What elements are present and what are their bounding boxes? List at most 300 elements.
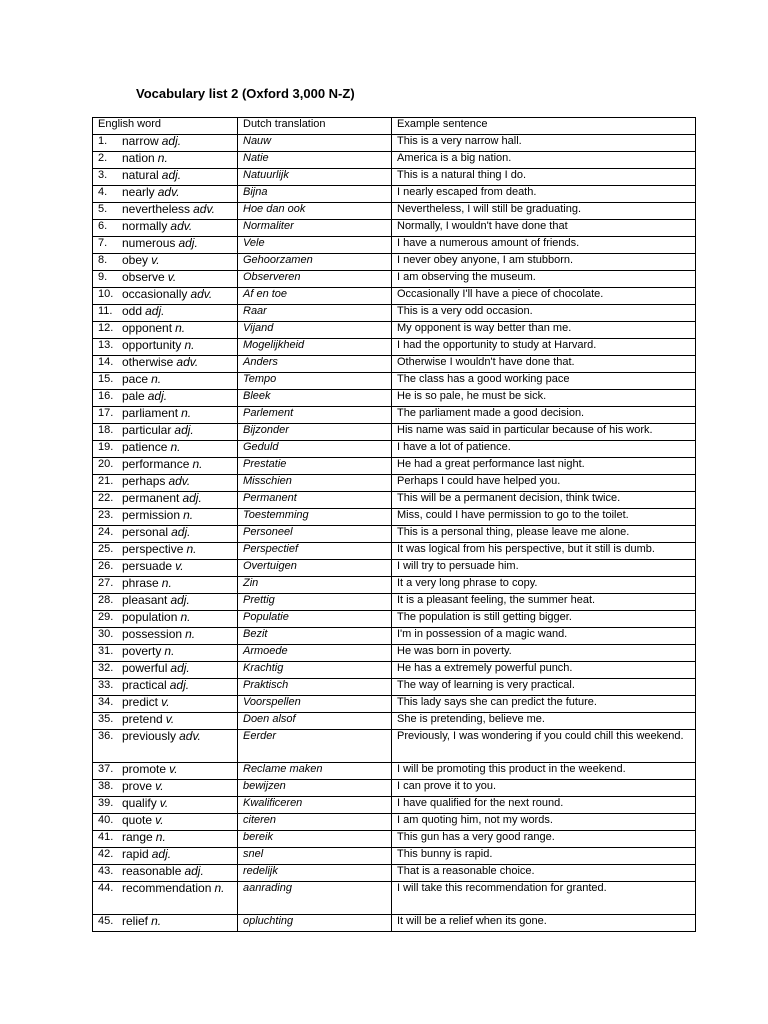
dutch-translation: Gehoorzamen xyxy=(238,254,392,271)
table-row xyxy=(93,797,696,814)
dutch-translation: Overtuigen xyxy=(238,560,392,577)
table-row xyxy=(93,662,696,679)
english-word: previously xyxy=(122,729,177,743)
example-sentence: I will try to persuade him. xyxy=(392,560,696,577)
example-sentence: Normally, I wouldn't have done that xyxy=(392,220,696,237)
example-sentence: He has a extremely powerful punch. xyxy=(392,662,696,679)
example-sentence: Occasionally I'll have a piece of chocolate. xyxy=(392,288,696,305)
part-of-speech: v. xyxy=(161,695,170,709)
dutch-translation: Mogelijkheid xyxy=(238,339,392,356)
english-word: nevertheless xyxy=(122,202,191,216)
dutch-translation: Prettig xyxy=(238,594,392,611)
part-of-speech: v. xyxy=(175,559,184,573)
english-word: qualify xyxy=(122,796,157,810)
table-row xyxy=(93,526,696,543)
english-word: pretend xyxy=(122,712,163,726)
row-number: 12. xyxy=(98,322,114,334)
english-word-cell xyxy=(93,356,238,373)
english-word-cell xyxy=(93,339,238,356)
row-number: 10. xyxy=(98,288,114,300)
table-row xyxy=(93,271,696,288)
row-number: 38. xyxy=(98,780,114,792)
table-row xyxy=(93,628,696,645)
english-word: predict xyxy=(122,695,159,709)
english-word: pace xyxy=(122,372,149,386)
english-word-cell xyxy=(93,492,238,509)
example-sentence: I am quoting him, not my words. xyxy=(392,814,696,831)
part-of-speech: adj. xyxy=(161,134,182,148)
dutch-translation: Reclame maken xyxy=(238,763,392,780)
row-number: 13. xyxy=(98,339,114,351)
dutch-translation: Personeel xyxy=(238,526,392,543)
english-word: performance xyxy=(122,457,190,471)
table-row xyxy=(93,203,696,220)
example-sentence: I can prove it to you. xyxy=(392,780,696,797)
english-word-cell xyxy=(93,882,238,915)
english-word: narrow xyxy=(122,134,159,148)
row-number: 6. xyxy=(98,220,108,232)
english-word-cell xyxy=(93,458,238,475)
part-of-speech: n. xyxy=(184,338,195,352)
dutch-translation: bereik xyxy=(238,831,392,848)
english-word-cell xyxy=(93,696,238,713)
table-row xyxy=(93,305,696,322)
dutch-translation: Populatie xyxy=(238,611,392,628)
table-row xyxy=(93,390,696,407)
dutch-translation: Af en toe xyxy=(238,288,392,305)
english-word-cell xyxy=(93,305,238,322)
english-word: opportunity xyxy=(122,338,182,352)
english-word-cell xyxy=(93,730,238,763)
dutch-translation: Observeren xyxy=(238,271,392,288)
dutch-translation: Toestemming xyxy=(238,509,392,526)
table-row xyxy=(93,458,696,475)
example-sentence: He was born in poverty. xyxy=(392,645,696,662)
dutch-translation: Vele xyxy=(238,237,392,254)
part-of-speech: adj. xyxy=(161,168,182,182)
english-word-cell xyxy=(93,526,238,543)
part-of-speech: adv. xyxy=(190,287,213,301)
table-row xyxy=(93,441,696,458)
document-title: Vocabulary list 2 (Oxford 3,000 N-Z) xyxy=(136,86,355,101)
english-word-cell xyxy=(93,220,238,237)
dutch-translation: snel xyxy=(238,848,392,865)
english-word: patience xyxy=(122,440,168,454)
row-number: 18. xyxy=(98,424,114,436)
table-row xyxy=(93,373,696,390)
dutch-translation: redelijk xyxy=(238,865,392,882)
english-word-cell xyxy=(93,203,238,220)
vocabulary-table xyxy=(92,117,696,932)
part-of-speech: adj. xyxy=(151,847,172,861)
row-number: 20. xyxy=(98,458,114,470)
english-word-cell xyxy=(93,763,238,780)
example-sentence: I never obey anyone, I am stubborn. xyxy=(392,254,696,271)
english-word-cell xyxy=(93,645,238,662)
dutch-translation: bewijzen xyxy=(238,780,392,797)
english-word: pleasant xyxy=(122,593,168,607)
example-sentence: This is a natural thing I do. xyxy=(392,169,696,186)
example-sentence: He had a great performance last night. xyxy=(392,458,696,475)
example-sentence: This will be a permanent decision, think twice. xyxy=(392,492,696,509)
table-header-row xyxy=(93,118,696,135)
part-of-speech: adj. xyxy=(174,423,194,437)
row-number: 23. xyxy=(98,509,114,521)
table-row xyxy=(93,509,696,526)
table-row xyxy=(93,407,696,424)
english-word-cell xyxy=(93,713,238,730)
english-word-cell xyxy=(93,441,238,458)
row-number: 5. xyxy=(98,203,108,215)
english-word-cell xyxy=(93,237,238,254)
english-word: permission xyxy=(122,508,181,522)
english-word: recommendation xyxy=(122,881,212,895)
english-word: observe xyxy=(122,270,165,284)
english-word: relief xyxy=(122,914,149,928)
part-of-speech: n. xyxy=(164,644,175,658)
table-row xyxy=(93,492,696,509)
part-of-speech: adj. xyxy=(147,389,168,403)
row-number: 44. xyxy=(98,882,114,894)
example-sentence: His name was said in particular because of his work. xyxy=(392,424,696,441)
english-word: quote xyxy=(122,813,153,827)
table-row xyxy=(93,237,696,254)
english-word-cell xyxy=(93,288,238,305)
row-number: 16. xyxy=(98,390,114,402)
dutch-translation: Bleek xyxy=(238,390,392,407)
english-word: occasionally xyxy=(122,287,188,301)
english-word: otherwise xyxy=(122,355,174,369)
english-word-cell xyxy=(93,594,238,611)
example-sentence: It a very long phrase to copy. xyxy=(392,577,696,594)
dutch-translation: Bezit xyxy=(238,628,392,645)
english-word-cell xyxy=(93,152,238,169)
dutch-translation: Anders xyxy=(238,356,392,373)
table-row xyxy=(93,560,696,577)
english-word-cell xyxy=(93,780,238,797)
english-word: rapid xyxy=(122,847,149,861)
part-of-speech: adj. xyxy=(171,525,191,539)
example-sentence: That is a reasonable choice. xyxy=(392,865,696,882)
dutch-translation: Nauw xyxy=(238,135,392,152)
dutch-translation: Zin xyxy=(238,577,392,594)
part-of-speech: v. xyxy=(165,712,175,726)
row-number: 25. xyxy=(98,543,114,555)
row-number: 41. xyxy=(98,831,114,843)
table-row xyxy=(93,645,696,662)
example-sentence: My opponent is way better than me. xyxy=(392,322,696,339)
english-word: possession xyxy=(122,627,183,641)
part-of-speech: v. xyxy=(155,779,164,793)
part-of-speech: n. xyxy=(181,406,192,420)
example-sentence: I am observing the museum. xyxy=(392,271,696,288)
example-sentence: I will be promoting this product in the weekend. xyxy=(392,763,696,780)
example-sentence: This gun has a very good range. xyxy=(392,831,696,848)
vocabulary-table-body xyxy=(93,135,696,932)
dutch-translation: Perspectief xyxy=(238,543,392,560)
english-word: normally xyxy=(122,219,168,233)
english-word-cell xyxy=(93,865,238,882)
example-sentence: I have qualified for the next round. xyxy=(392,797,696,814)
dutch-translation: Misschien xyxy=(238,475,392,492)
dutch-translation: Natie xyxy=(238,152,392,169)
part-of-speech: adv. xyxy=(168,474,191,488)
dutch-translation: Tempo xyxy=(238,373,392,390)
part-of-speech: adv. xyxy=(179,729,201,743)
row-number: 14. xyxy=(98,356,114,368)
table-row xyxy=(93,763,696,780)
english-word: poverty xyxy=(122,644,162,658)
example-sentence: This bunny is rapid. xyxy=(392,848,696,865)
english-word-cell xyxy=(93,560,238,577)
example-sentence: America is a big nation. xyxy=(392,152,696,169)
row-number: 29. xyxy=(98,611,114,623)
row-number: 42. xyxy=(98,848,114,860)
example-sentence: The population is still getting bigger. xyxy=(392,611,696,628)
english-word-cell xyxy=(93,543,238,560)
english-word: population xyxy=(122,610,178,624)
dutch-translation: Bijzonder xyxy=(238,424,392,441)
english-word-cell xyxy=(93,848,238,865)
part-of-speech: adv. xyxy=(170,219,193,233)
row-number: 28. xyxy=(98,594,114,606)
row-number: 27. xyxy=(98,577,114,589)
english-word: natural xyxy=(122,168,159,182)
example-sentence: It is a pleasant feeling, the summer heat. xyxy=(392,594,696,611)
dutch-translation: Hoe dan ook xyxy=(238,203,392,220)
row-number: 33. xyxy=(98,679,114,691)
part-of-speech: adj. xyxy=(169,678,190,692)
table-row xyxy=(93,730,696,763)
english-word-cell xyxy=(93,373,238,390)
part-of-speech: adj. xyxy=(178,236,198,250)
example-sentence: Miss, could I have permission to go to the toilet. xyxy=(392,509,696,526)
dutch-translation: Prestatie xyxy=(238,458,392,475)
table-row xyxy=(93,254,696,271)
example-sentence: Previously, I was wondering if you could chill this weekend. xyxy=(392,730,696,763)
english-word: promote xyxy=(122,762,167,776)
dutch-translation: Eerder xyxy=(238,730,392,763)
table-row xyxy=(93,865,696,882)
part-of-speech: adv. xyxy=(193,202,215,216)
dutch-translation: aanrading xyxy=(238,882,392,915)
dutch-translation: Doen alsof xyxy=(238,713,392,730)
part-of-speech: n. xyxy=(185,627,196,641)
table-row xyxy=(93,543,696,560)
english-word: nation xyxy=(122,151,155,165)
header-english-word: English word xyxy=(93,118,238,135)
table-row xyxy=(93,152,696,169)
dutch-translation: Praktisch xyxy=(238,679,392,696)
dutch-translation: Kwalificeren xyxy=(238,797,392,814)
english-word-cell xyxy=(93,679,238,696)
dutch-translation: Parlement xyxy=(238,407,392,424)
example-sentence: The class has a good working pace xyxy=(392,373,696,390)
dutch-translation: Natuurlijk xyxy=(238,169,392,186)
part-of-speech: n. xyxy=(180,610,191,624)
header-example-sentence: Example sentence xyxy=(392,118,696,135)
dutch-translation: citeren xyxy=(238,814,392,831)
row-number: 31. xyxy=(98,645,114,657)
table-row xyxy=(93,713,696,730)
example-sentence: Perhaps I could have helped you. xyxy=(392,475,696,492)
part-of-speech: v. xyxy=(155,813,164,827)
row-number: 43. xyxy=(98,865,114,877)
english-word-cell xyxy=(93,322,238,339)
table-row xyxy=(93,831,696,848)
english-word: prove xyxy=(122,779,153,793)
example-sentence: Nevertheless, I will still be graduating. xyxy=(392,203,696,220)
table-row xyxy=(93,780,696,797)
english-word-cell xyxy=(93,271,238,288)
row-number: 24. xyxy=(98,526,114,538)
table-row xyxy=(93,915,696,932)
table-row xyxy=(93,220,696,237)
part-of-speech: n. xyxy=(157,151,168,165)
english-word: reasonable xyxy=(122,864,182,878)
part-of-speech: v. xyxy=(159,796,169,810)
english-word: perspective xyxy=(122,542,184,556)
english-word: perhaps xyxy=(122,474,166,488)
dutch-translation: Voorspellen xyxy=(238,696,392,713)
part-of-speech: n. xyxy=(175,321,186,335)
part-of-speech: adj. xyxy=(184,864,204,878)
row-number: 8. xyxy=(98,254,108,266)
table-row xyxy=(93,288,696,305)
part-of-speech: n. xyxy=(161,576,172,590)
english-word-cell xyxy=(93,662,238,679)
row-number: 1. xyxy=(98,135,108,147)
english-word-cell xyxy=(93,424,238,441)
part-of-speech: adj. xyxy=(145,304,165,318)
english-word-cell xyxy=(93,390,238,407)
row-number: 9. xyxy=(98,271,108,283)
example-sentence: It was logical from his perspective, but it still is dumb. xyxy=(392,543,696,560)
row-number: 36. xyxy=(98,730,114,742)
english-word-cell xyxy=(93,475,238,492)
table-row xyxy=(93,169,696,186)
table-row xyxy=(93,475,696,492)
part-of-speech: n. xyxy=(183,508,194,522)
example-sentence: I had the opportunity to study at Harvard. xyxy=(392,339,696,356)
example-sentence: I'm in possession of a magic wand. xyxy=(392,628,696,645)
table-row xyxy=(93,135,696,152)
row-number: 21. xyxy=(98,475,114,487)
row-number: 34. xyxy=(98,696,114,708)
table-row xyxy=(93,679,696,696)
part-of-speech: adj. xyxy=(182,491,202,505)
header-dutch-translation: Dutch translation xyxy=(238,118,392,135)
row-number: 35. xyxy=(98,713,114,725)
english-word-cell xyxy=(93,915,238,932)
table-row xyxy=(93,882,696,915)
part-of-speech: n. xyxy=(151,914,162,928)
part-of-speech: n. xyxy=(170,440,181,454)
english-word: nearly xyxy=(122,185,155,199)
dutch-translation: Armoede xyxy=(238,645,392,662)
example-sentence: I have a numerous amount of friends. xyxy=(392,237,696,254)
row-number: 3. xyxy=(98,169,108,181)
english-word-cell xyxy=(93,611,238,628)
example-sentence: This is a very narrow hall. xyxy=(392,135,696,152)
row-number: 11. xyxy=(98,305,113,317)
row-number: 22. xyxy=(98,492,114,504)
row-number: 15. xyxy=(98,373,114,385)
dutch-translation: Geduld xyxy=(238,441,392,458)
part-of-speech: adj. xyxy=(170,661,190,675)
part-of-speech: v. xyxy=(151,253,160,267)
example-sentence: Otherwise I wouldn't have done that. xyxy=(392,356,696,373)
row-number: 19. xyxy=(98,441,114,453)
english-word: parliament xyxy=(122,406,179,420)
english-word: range xyxy=(122,830,153,844)
english-word: opponent xyxy=(122,321,173,335)
table-row xyxy=(93,611,696,628)
table-row xyxy=(93,186,696,203)
english-word: powerful xyxy=(122,661,168,675)
part-of-speech: n. xyxy=(151,372,162,386)
english-word: numerous xyxy=(122,236,176,250)
example-sentence: I will take this recommendation for granted. xyxy=(392,882,696,915)
row-number: 7. xyxy=(98,237,108,249)
english-word: personal xyxy=(122,525,169,539)
example-sentence: He is so pale, he must be sick. xyxy=(392,390,696,407)
english-word-cell xyxy=(93,831,238,848)
dutch-translation: Bijna xyxy=(238,186,392,203)
english-word-cell xyxy=(93,135,238,152)
table-row xyxy=(93,322,696,339)
row-number: 39. xyxy=(98,797,114,809)
row-number: 30. xyxy=(98,628,114,640)
english-word: phrase xyxy=(122,576,159,590)
example-sentence: It will be a relief when its gone. xyxy=(392,915,696,932)
part-of-speech: adv. xyxy=(157,185,180,199)
english-word: odd xyxy=(122,304,143,318)
row-number: 45. xyxy=(98,915,114,927)
table-row xyxy=(93,696,696,713)
part-of-speech: v. xyxy=(169,762,178,776)
table-row xyxy=(93,339,696,356)
english-word-cell xyxy=(93,186,238,203)
english-word-cell xyxy=(93,577,238,594)
row-number: 32. xyxy=(98,662,114,674)
table-row xyxy=(93,814,696,831)
example-sentence: I have a lot of patience. xyxy=(392,441,696,458)
example-sentence: This lady says she can predict the future. xyxy=(392,696,696,713)
english-word: obey xyxy=(122,253,149,267)
english-word-cell xyxy=(93,628,238,645)
row-number: 26. xyxy=(98,560,114,572)
example-sentence: This is a very odd occasion. xyxy=(392,305,696,322)
dutch-translation: opluchting xyxy=(238,915,392,932)
table-row xyxy=(93,356,696,373)
example-sentence: The parliament made a good decision. xyxy=(392,407,696,424)
english-word: practical xyxy=(122,678,167,692)
example-sentence: She is pretending, believe me. xyxy=(392,713,696,730)
table-row xyxy=(93,594,696,611)
english-word-cell xyxy=(93,254,238,271)
example-sentence: This is a personal thing, please leave me alone. xyxy=(392,526,696,543)
english-word-cell xyxy=(93,407,238,424)
english-word-cell xyxy=(93,797,238,814)
part-of-speech: adj. xyxy=(170,593,190,607)
table-row xyxy=(93,424,696,441)
english-word: pale xyxy=(122,389,145,403)
row-number: 37. xyxy=(98,763,114,775)
example-sentence: I nearly escaped from death. xyxy=(392,186,696,203)
english-word-cell xyxy=(93,814,238,831)
row-number: 40. xyxy=(98,814,114,826)
